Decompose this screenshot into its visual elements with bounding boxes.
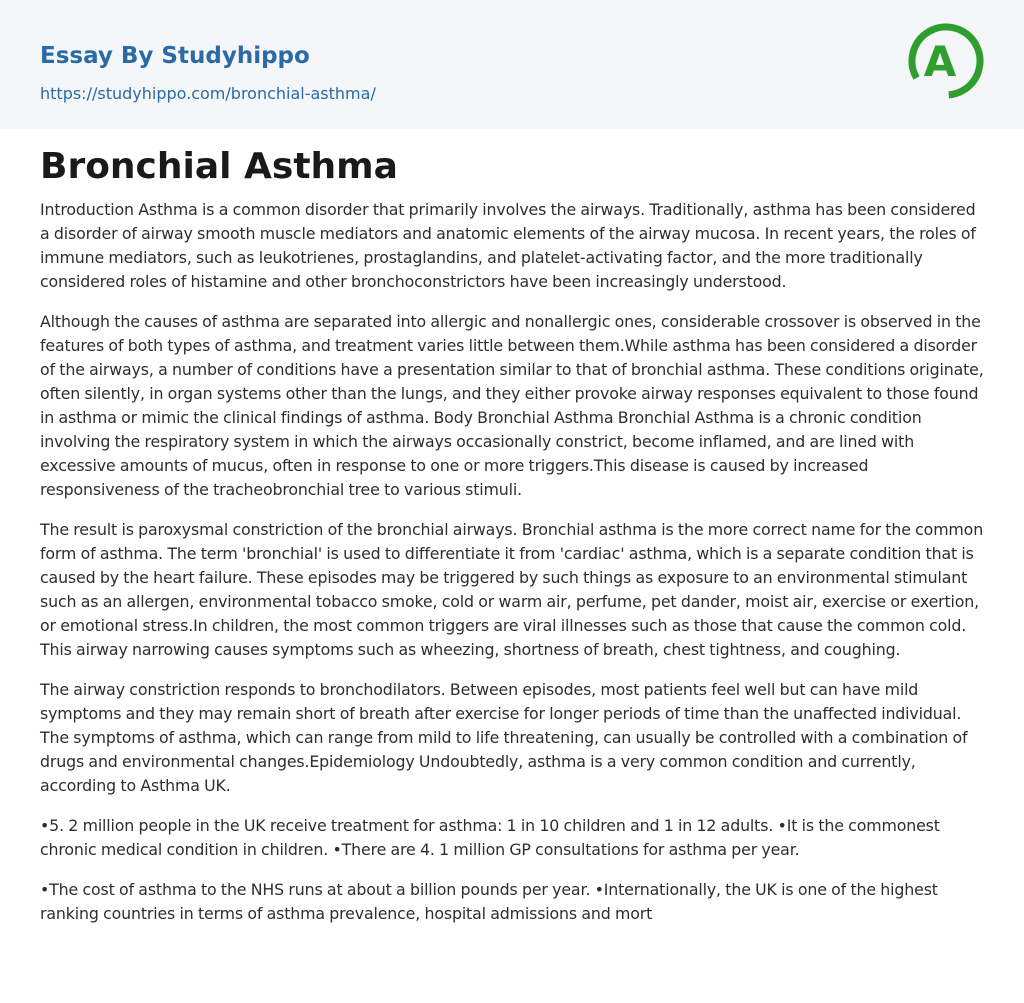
brand-title[interactable]: Essay By Studyhippo	[40, 43, 310, 69]
source-url-link[interactable]: https://studyhippo.com/bronchial-asthma/	[40, 84, 376, 103]
essay-content	[40, 143, 984, 942]
essay-paragraph: The airway constriction responds to bronchodilators. Between episodes, most patients feel well but can have mild symptoms and they may remain short of breath after exercise for longer periods of time than the unaffected individual. The symptoms of asthma, which can range from mild to life threatening, can usually be controlled with a combination of drugs and environmental changes.Epidemiology Undoubtedly, asthma is a very common condition and currently, according to Asthma UK.	[40, 680, 968, 795]
logo-letter: A	[923, 37, 957, 86]
site-header	[0, 0, 1024, 129]
essay-paragraph: Introduction Asthma is a common disorder that primarily involves the airways. Traditionally, asthma has been considered a disorder of airway smooth muscle mediators and anatomic elements of the airway mucosa. In recent years, the roles of immune mediators, such as leukotrienes, prostaglandins, and platelet-activating factor, and the more traditionally considered roles of histamine and other bronchoconstrictors have been increasingly understood.	[40, 200, 976, 291]
essay-paragraph: The result is paroxysmal constriction of the bronchial airways. Bronchial asthma is the more correct name for the common form of asthma. The term 'bronchial' is used to differentiate it from 'cardiac' asthma, which is a separate condition that is caused by the heart failure. These episodes may be triggered by such things as exposure to an environmental stimulant such as an allergen, environmental tobacco smoke, cold or warm air, perfume, pet dander, moist air, exercise or exertion, or emotional stress.In children, the most common triggers are viral illnesses such as those that cause the common cold. This airway narrowing causes symptoms such as wheezing, shortness of breath, chest tightness, and coughing.	[40, 520, 984, 659]
essay-paragraph: Although the causes of asthma are separated into allergic and nonallergic ones, considerable crossover is observed in the features of both types of asthma, and treatment varies little between them.While asthma has been considered a disorder of the airways, a number of conditions have a presentation similar to that of bronchial asthma. These conditions originate, often silently, in organ systems other than the lungs, and they either provoke airway responses equivalent to those found in asthma or mimic the clinical findings of asthma. Body Bronchial Asthma Bronchial Asthma is a chronic condition involving the respiratory system in which the airways occasionally constrict, become inflamed, and are lined with excessive amounts of mucus, often in response to one or more triggers.This disease is caused by increased responsiveness of the tracheobronchial tree to various stimuli.	[40, 312, 984, 499]
essay-paragraph: •5. 2 million people in the UK receive treatment for asthma: 1 in 10 children and 1 in 12 adults. •It is the commonest chronic medical condition in children. •There are 4. 1 million GP consultations for asthma per year.	[40, 816, 940, 859]
essay-paragraph: •The cost of asthma to the NHS runs at about a billion pounds per year. •Internationally, the UK is one of the highest ranking countries in terms of asthma prevalence, hospital admissions and mort	[40, 880, 938, 923]
studyhippo-logo-icon[interactable]	[908, 18, 988, 106]
page-title: Bronchial Asthma	[40, 146, 398, 187]
